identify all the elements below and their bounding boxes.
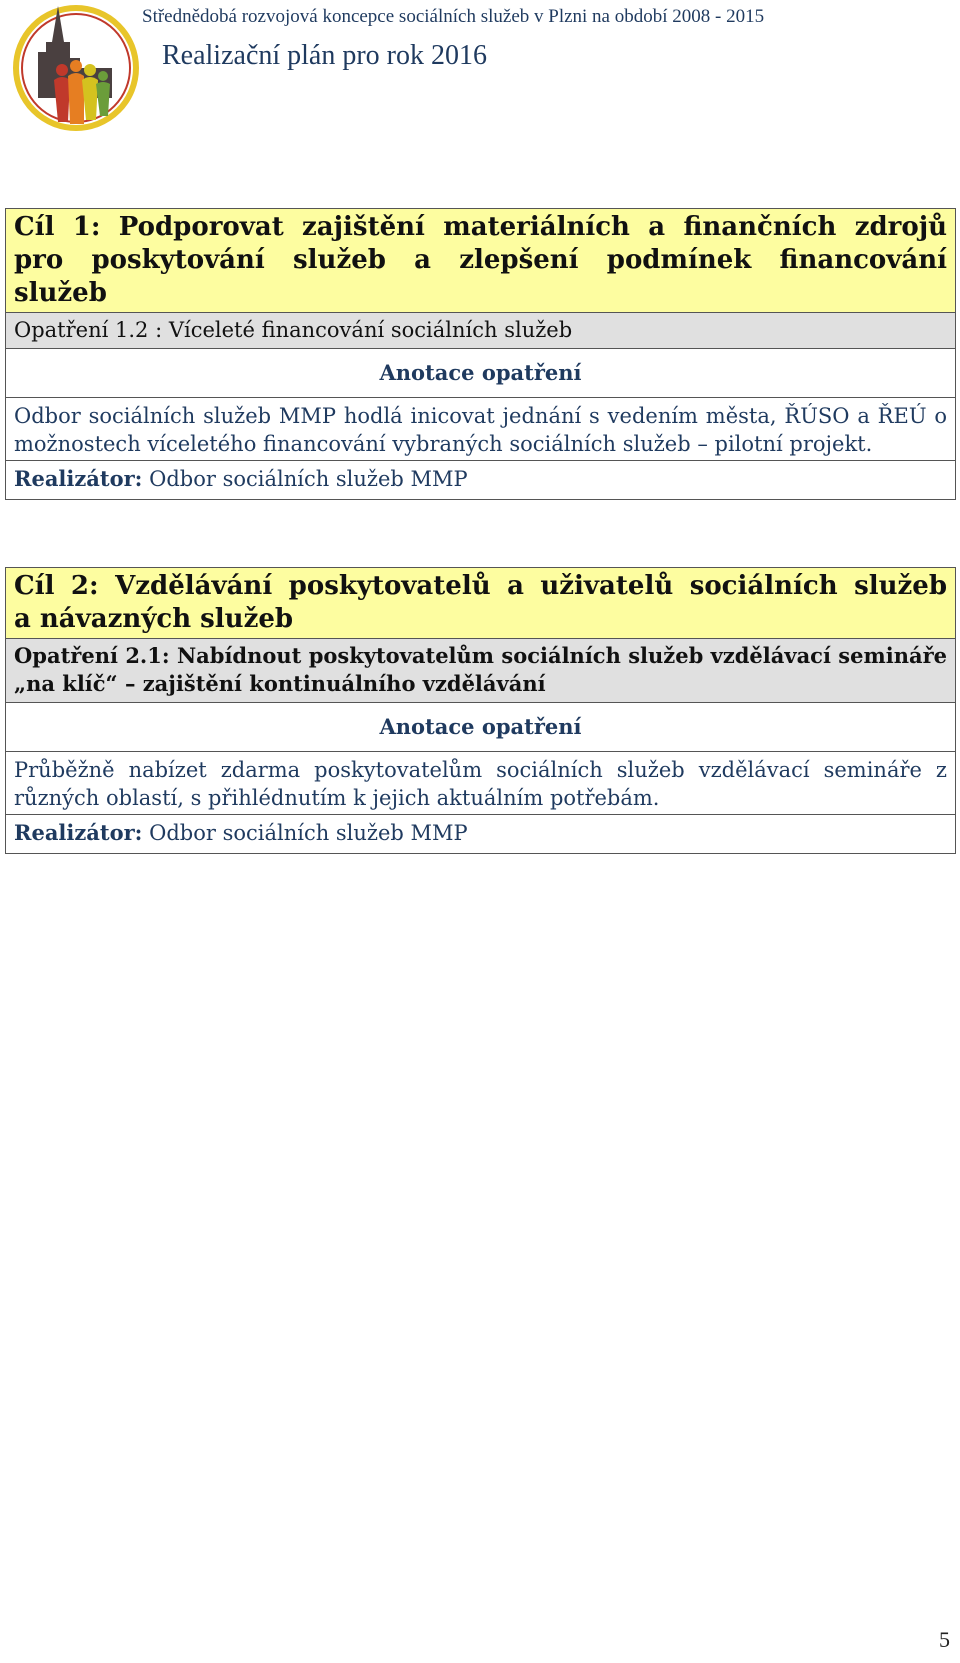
goal-1-implementer <box>6 461 956 500</box>
implementer-value: Odbor sociálních služeb MMP <box>142 821 468 845</box>
goal-1-measure: Opatření 1.2 : Víceleté financování sociálních služeb <box>6 313 956 349</box>
page-number: 5 <box>939 1627 950 1652</box>
goal-2-title-line2: a návazných služeb <box>14 604 294 634</box>
goal-2-measure: Opatření 2.1: Nabídnout poskytovatelům sociálních služeb vzdělávací semináře „na klíč“ – zajištění kontinuálního vzdělávání <box>6 639 956 703</box>
implementer-value: Odbor sociálních služeb MMP <box>142 467 468 491</box>
goal-1-title <box>6 209 956 313</box>
goal-1-title-line3: služeb <box>14 278 107 308</box>
document-subtitle: Střednědobá rozvojová koncepce sociálních služeb v Plzni na období 2008 - 2015 <box>142 6 765 27</box>
logo-image <box>8 2 144 138</box>
goal-2-annotation-label: Anotace opatření <box>6 703 956 752</box>
goal-2-annotation-text: Průběžně nabízet zdarma poskytovatelům sociálních služeb vzdělávací semináře z různých oblastí, s přihlédnutím k jejich aktuálním potřebám. <box>6 752 956 815</box>
goal-1-annotation-text: Odbor sociálních služeb MMP hodlá inicovat jednání s vedením města, ŘÚSO a ŘEÚ o možnostech víceletého financování vybraných sociálních služeb – pilotní projekt. <box>6 398 956 461</box>
goal-2-title <box>6 568 956 639</box>
goal-1-table <box>5 208 956 500</box>
goal-1-title-line1: Cíl 1: Podporovat zajištění materiálních a finančních zdrojů <box>14 212 947 242</box>
goal-1-annotation-label: Anotace opatření <box>6 349 956 398</box>
goal-2-table <box>5 567 956 854</box>
goal-2-title-line1: Cíl 2: Vzdělávání poskytovatelů a uživatelů sociálních služeb <box>14 571 947 601</box>
goal-1-title-line2: pro poskytování služeb a zlepšení podmínek financování <box>14 245 947 275</box>
goal-2-implementer <box>6 815 956 854</box>
implementer-label: Realizátor: <box>14 820 143 845</box>
implementer-label: Realizátor: <box>14 466 143 491</box>
document-title: Realizační plán pro rok 2016 <box>162 40 488 71</box>
